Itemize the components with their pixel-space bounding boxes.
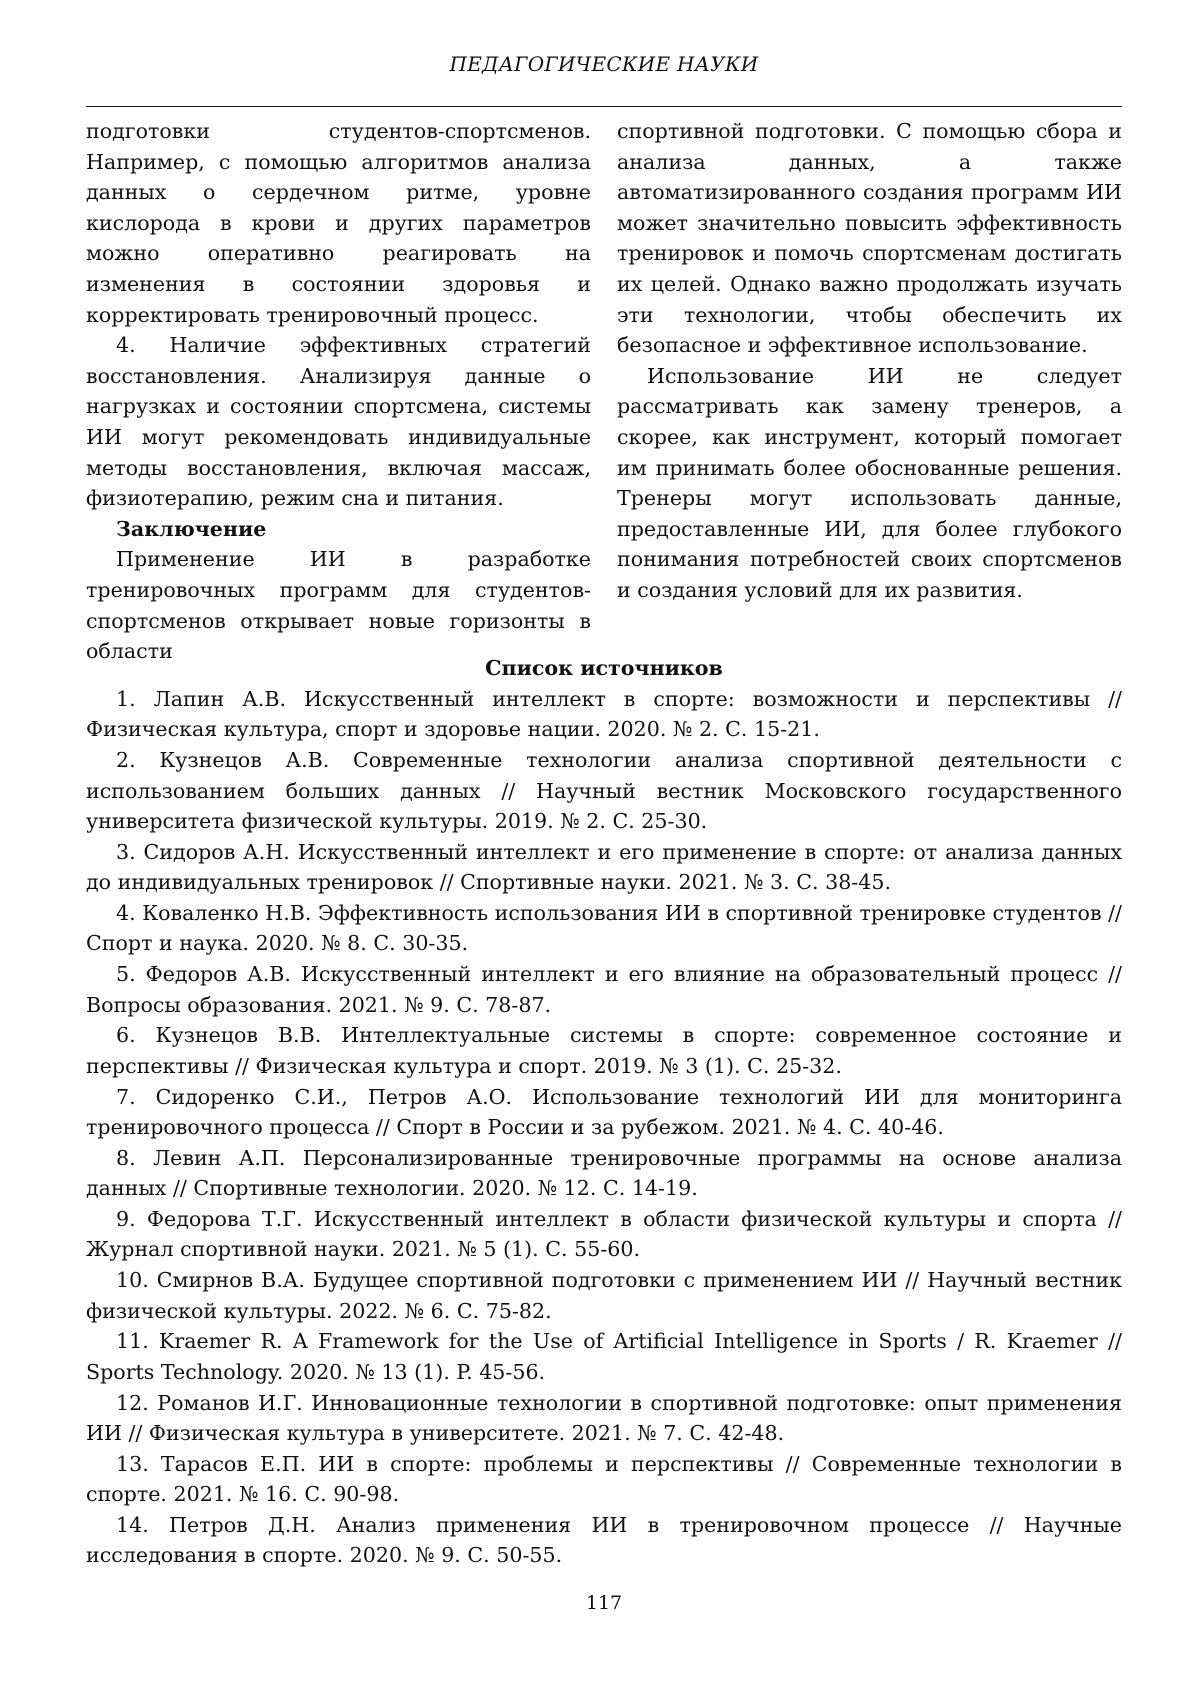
- right-paragraph-1: спортивной подготовки. С помощью сбора и анализа данных, а также автоматизированного создания программ ИИ может значительно повысить эффективность тренировок и помочь спортсменам достигать их целей. Однако важно продолжать изучать эти технологии, чтобы обеспечить их безопасное и эффективное использование.: [617, 119, 1122, 358]
- reference-item: 7. Сидоренко С.И., Петров А.О. Использование технологий ИИ для мониторинга тренировочного процесса // Спорт в России и за рубежом. 2021. № 4. С. 40-46.: [86, 1084, 1122, 1140]
- reference-item: 3. Сидоров А.Н. Искусственный интеллект и его применение в спорте: от анализа данных до индивидуальных тренировок // Спортивные науки. 2021. № 3. С. 38-45.: [86, 839, 1122, 895]
- references-list: [86, 684, 1122, 1571]
- right-column: [617, 116, 1122, 606]
- reference-item: 2. Кузнецов А.В. Современные технологии анализа спортивной деятельности с использованием больших данных // Научный вестник Московского государственного университета физической культуры. 2019. № 2. С. 25-30.: [86, 748, 1122, 834]
- right-paragraph-2: Использование ИИ не следует рассматривать как замену тренеров, а скорее, как инструмент, который помогает им принимать более обоснованные решения. Тренеры могут использовать данные, предоставленные ИИ, для более глубокого понимания потребностей своих спортсменов и создания условий для их развития.: [617, 363, 1122, 602]
- reference-item: 8. Левин А.П. Персонализированные тренировочные программы на основе анализа данных // Спортивные технологии. 2020. № 12. С. 14-19.: [86, 1145, 1122, 1201]
- reference-item: 1. Лапин А.В. Искусственный интеллект в спорте: возможности и перспективы // Физическая культура, спорт и здоровье нации. 2020. № 2. С. 15-21.: [86, 687, 1122, 742]
- header-rule: [86, 106, 1122, 107]
- left-column: [86, 116, 591, 667]
- running-header: ПЕДАГОГИЧЕСКИЕ НАУКИ: [449, 52, 759, 76]
- reference-item: 13. Тарасов Е.П. ИИ в спорте: проблемы и перспективы // Современные технологии в спорте. 2021. № 16. С. 90-98.: [86, 1451, 1122, 1507]
- reference-item: 11. Kraemer R. A Framework for the Use of Artificial Intelligence in Sports / R. Kraemer // Sports Technology. 2020. № 13 (1). P. 45-56.: [86, 1329, 1122, 1384]
- reference-item: 6. Кузнецов В.В. Интеллектуальные системы в спорте: современное состояние и перспективы // Физическая культура и спорт. 2019. № 3 (1). С. 25-32.: [86, 1023, 1122, 1078]
- reference-item: 9. Федорова Т.Г. Искусственный интеллект в области физической культуры и спорта // Журнал спортивной науки. 2021. № 5 (1). С. 55-60.: [86, 1207, 1122, 1262]
- conclusion-heading: Заключение: [116, 516, 267, 541]
- reference-item: 14. Петров Д.Н. Анализ применения ИИ в тренировочном процессе // Научные исследования в спорте. 2020. № 9. С. 50-55.: [86, 1513, 1122, 1568]
- reference-item: 4. Коваленко Н.В. Эффективность использования ИИ в спортивной тренировке студентов // Спорт и наука. 2020. № 8. С. 30-35.: [86, 901, 1122, 956]
- reference-item: 12. Романов И.Г. Инновационные технологии в спортивной подготовке: опыт применения ИИ // Физическая культура в университете. 2021. № 7. С. 42-48.: [86, 1390, 1122, 1446]
- left-paragraph-1: подготовки студентов-спортсменов. Например, с помощью алгоритмов анализа данных о сердечном ритме, уровне кислорода в крови и других параметров можно оперативно реагировать на изменения в состоянии здоровья и корректировать тренировочный процесс.: [86, 119, 591, 327]
- reference-item: 5. Федоров А.В. Искусственный интеллект и его влияние на образовательный процесс // Вопросы образования. 2021. № 9. С. 78-87.: [86, 962, 1122, 1017]
- page-number: 117: [585, 1592, 623, 1614]
- references-title: Список источников: [485, 656, 723, 680]
- reference-item: 10. Смирнов В.А. Будущее спортивной подготовки с применением ИИ // Научный вестник физической культуры. 2022. № 6. С. 75-82.: [86, 1268, 1122, 1323]
- left-paragraph-3: Применение ИИ в разработке тренировочных программ для студентов-спортсменов открывает новые горизонты в области: [86, 547, 591, 664]
- left-paragraph-2: 4. Наличие эффективных стратегий восстановления. Анализируя данные о нагрузках и состоянии спортсмена, системы ИИ могут рекомендовать индивидуальные методы восстановления, включая массаж, физиотерапию, режим сна и питания.: [86, 333, 591, 511]
